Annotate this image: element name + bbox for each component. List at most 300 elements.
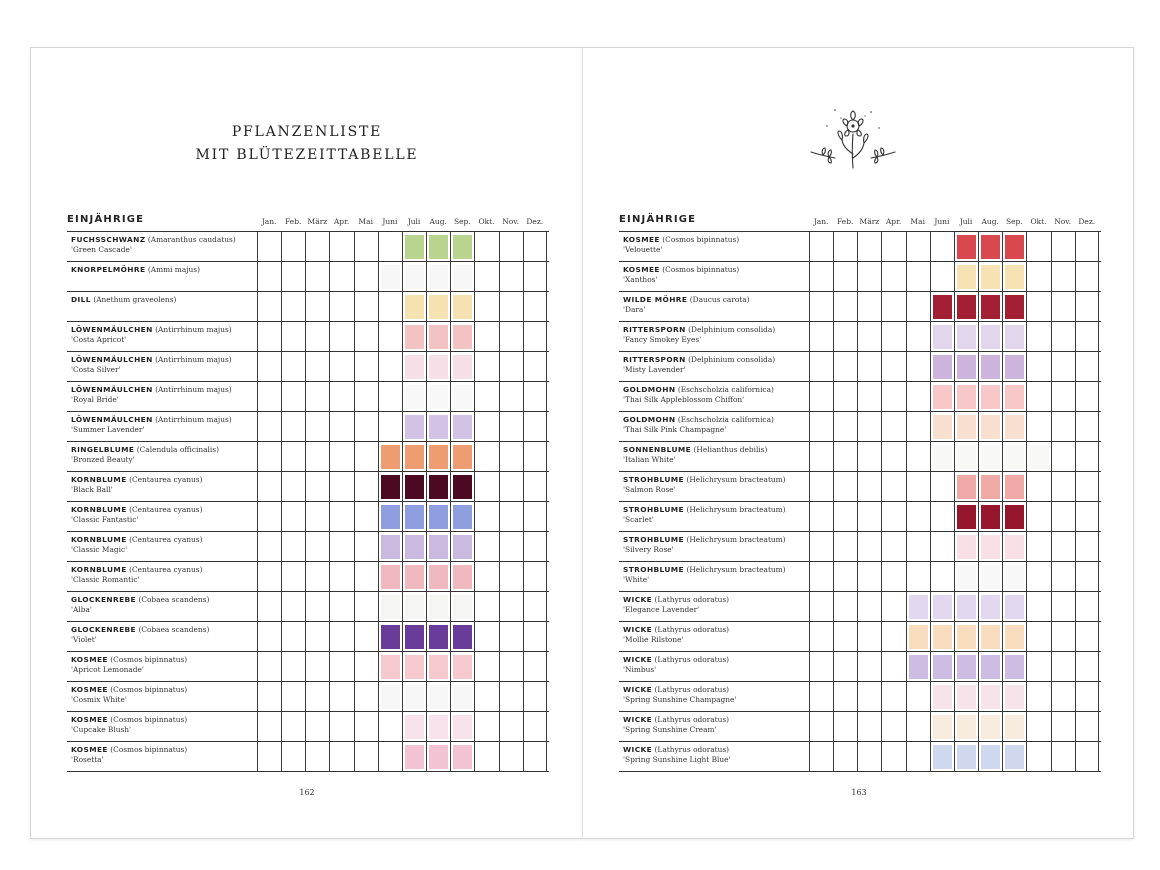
flower-ornament-icon xyxy=(805,106,901,174)
month-cell xyxy=(1002,352,1026,382)
month-cell xyxy=(1075,442,1099,472)
month-cell xyxy=(329,352,353,382)
plant-label xyxy=(71,265,257,275)
month-cell xyxy=(954,502,978,532)
bloom-mark xyxy=(957,355,976,379)
latin-name: (Cobaea scandens) xyxy=(138,625,210,634)
month-cell xyxy=(499,322,523,352)
bloom-mark xyxy=(1005,325,1024,349)
month-cell xyxy=(833,562,857,592)
month-grid xyxy=(257,262,547,292)
month-grid xyxy=(257,292,547,322)
bloom-mark xyxy=(381,625,400,649)
plant-label xyxy=(71,715,257,735)
bloom-mark xyxy=(1005,475,1024,499)
month-cell xyxy=(978,682,1002,712)
month-cell xyxy=(1051,652,1075,682)
month-cell xyxy=(426,622,450,652)
month-cell xyxy=(930,322,954,352)
month-cell xyxy=(281,472,305,502)
month-cell xyxy=(523,352,547,382)
month-cell xyxy=(257,412,281,442)
cultivar-name: 'Costa Apricot' xyxy=(71,335,127,344)
month-cell xyxy=(499,622,523,652)
month-cell xyxy=(954,652,978,682)
plant-label xyxy=(623,655,809,675)
month-cell xyxy=(857,682,881,712)
month-cell xyxy=(857,652,881,682)
bloom-mark xyxy=(1005,685,1024,709)
month-cell xyxy=(1075,352,1099,382)
month-cell xyxy=(857,292,881,322)
month-cell xyxy=(354,232,378,262)
bloom-mark xyxy=(909,595,928,619)
month-cell xyxy=(881,442,905,472)
month-cell xyxy=(881,502,905,532)
plant-label xyxy=(71,415,257,435)
cultivar-name: 'Cupcake Blush' xyxy=(71,725,132,734)
month-cell xyxy=(881,412,905,442)
bloom-mark xyxy=(957,595,976,619)
month-grid xyxy=(257,412,547,442)
month-label: Dez. xyxy=(526,217,544,226)
month-cell xyxy=(474,652,498,682)
month-cell xyxy=(809,262,833,292)
bloom-mark xyxy=(405,655,424,679)
month-cell xyxy=(329,232,353,262)
plant-label xyxy=(623,265,809,285)
plant-label xyxy=(623,685,809,705)
bloom-mark xyxy=(1005,355,1024,379)
bloom-mark xyxy=(933,715,952,739)
month-cell xyxy=(881,652,905,682)
cultivar-name: 'Spring Sunshine Light Blue' xyxy=(623,755,731,764)
month-cell xyxy=(954,382,978,412)
plant-name: KOSMEE xyxy=(71,715,108,724)
cultivar-name: 'White' xyxy=(623,575,650,584)
bloom-mark xyxy=(933,745,952,769)
month-cell xyxy=(978,352,1002,382)
plant-label xyxy=(71,295,257,305)
month-cell xyxy=(354,712,378,742)
month-cell xyxy=(450,592,474,622)
month-cell xyxy=(1075,502,1099,532)
plant-name: LÖWENMÄULCHEN xyxy=(71,415,153,424)
month-cell xyxy=(1075,322,1099,352)
month-cell xyxy=(930,442,954,472)
month-cell xyxy=(1002,292,1026,322)
month-cell xyxy=(1002,652,1026,682)
plant-label xyxy=(623,625,809,645)
bloom-mark xyxy=(453,715,472,739)
month-cell xyxy=(354,622,378,652)
month-cell xyxy=(930,382,954,412)
bloom-mark xyxy=(957,745,976,769)
latin-name: (Antirrhinum majus) xyxy=(155,355,232,364)
month-cell xyxy=(499,712,523,742)
month-cell xyxy=(499,352,523,382)
month-cell xyxy=(1051,742,1075,772)
month-cell xyxy=(378,382,402,412)
month-cell xyxy=(402,532,426,562)
title-line-1: PFLANZENLISTE xyxy=(231,124,383,140)
month-cell xyxy=(281,712,305,742)
month-cell xyxy=(906,382,930,412)
month-cell xyxy=(378,562,402,592)
month-cell xyxy=(857,472,881,502)
month-cell xyxy=(1026,292,1050,322)
bloom-mark xyxy=(405,235,424,259)
cultivar-name: 'Velouette' xyxy=(623,245,663,254)
plant-label xyxy=(71,535,257,555)
month-cell xyxy=(305,352,329,382)
month-cell xyxy=(809,502,833,532)
month-cell xyxy=(354,412,378,442)
month-cell xyxy=(257,562,281,592)
month-cell xyxy=(281,262,305,292)
month-cell xyxy=(257,712,281,742)
month-cell xyxy=(378,532,402,562)
latin-name: (Cosmos bipinnatus) xyxy=(662,265,740,274)
category-heading: EINJÄHRIGE xyxy=(67,214,145,225)
bloom-mark xyxy=(429,685,448,709)
month-cell xyxy=(305,532,329,562)
month-grid xyxy=(809,292,1099,322)
month-cell xyxy=(402,232,426,262)
plant-name: KORNBLUME xyxy=(71,565,127,574)
month-cell xyxy=(930,352,954,382)
month-cell xyxy=(329,682,353,712)
plant-name: WICKE xyxy=(623,655,653,664)
month-grid xyxy=(257,442,547,472)
month-cell xyxy=(809,712,833,742)
month-grid xyxy=(257,592,547,622)
table-row xyxy=(67,682,549,712)
month-cell xyxy=(257,592,281,622)
month-grid xyxy=(257,352,547,382)
month-cell xyxy=(378,622,402,652)
plant-label xyxy=(71,325,257,345)
month-cell xyxy=(833,532,857,562)
month-label: Aug. xyxy=(981,217,999,226)
month-cell xyxy=(499,682,523,712)
month-cell xyxy=(354,532,378,562)
month-cell xyxy=(402,712,426,742)
month-cell xyxy=(257,532,281,562)
month-cell xyxy=(1051,622,1075,652)
month-cell xyxy=(499,412,523,442)
plant-name: KOSMEE xyxy=(623,265,660,274)
table-row xyxy=(619,232,1101,262)
month-cell xyxy=(1026,412,1050,442)
bloom-mark xyxy=(957,685,976,709)
cultivar-name: 'Classic Romantic' xyxy=(71,575,140,584)
plant-label xyxy=(71,235,257,255)
month-cell xyxy=(978,322,1002,352)
month-cell xyxy=(930,652,954,682)
month-cell xyxy=(523,562,547,592)
month-cell xyxy=(906,502,930,532)
plant-label xyxy=(71,655,257,675)
plant-name: KNORPELMÖHRE xyxy=(71,265,146,274)
cultivar-name: 'Mollie Rilstone' xyxy=(623,635,684,644)
bloom-mark xyxy=(405,385,424,409)
month-cell xyxy=(523,712,547,742)
cultivar-name: 'Dara' xyxy=(623,305,646,314)
month-cell xyxy=(329,592,353,622)
latin-name: (Lathyrus odoratus) xyxy=(654,685,730,694)
bloom-mark xyxy=(405,715,424,739)
bloom-mark xyxy=(957,295,976,319)
month-cell xyxy=(426,382,450,412)
month-grid xyxy=(809,652,1099,682)
month-cell xyxy=(857,712,881,742)
month-cell xyxy=(906,322,930,352)
month-cell xyxy=(474,412,498,442)
month-cell xyxy=(1026,472,1050,502)
table-row xyxy=(67,502,549,532)
latin-name: (Centaurea cyanus) xyxy=(129,505,203,514)
month-label: Okt. xyxy=(1030,217,1047,226)
bloom-mark xyxy=(453,325,472,349)
month-cell xyxy=(833,622,857,652)
left-page xyxy=(30,47,582,839)
plant-name: DILL xyxy=(71,295,91,304)
month-cell xyxy=(978,652,1002,682)
plant-name: RINGELBLUME xyxy=(71,445,135,454)
month-grid xyxy=(257,682,547,712)
month-cell xyxy=(1075,262,1099,292)
month-header xyxy=(809,217,1099,231)
table-row xyxy=(619,322,1101,352)
month-cell xyxy=(523,412,547,442)
table-row xyxy=(619,622,1101,652)
month-cell xyxy=(1026,352,1050,382)
month-cell xyxy=(305,262,329,292)
month-cell xyxy=(857,622,881,652)
month-cell xyxy=(257,502,281,532)
month-cell xyxy=(378,682,402,712)
month-cell xyxy=(954,712,978,742)
month-grid xyxy=(257,652,547,682)
month-label: Feb. xyxy=(837,217,854,226)
table-row xyxy=(67,292,549,322)
month-cell xyxy=(857,442,881,472)
month-cell xyxy=(499,472,523,502)
month-cell xyxy=(329,532,353,562)
table-row xyxy=(619,562,1101,592)
month-label: Apr. xyxy=(333,217,350,226)
month-label: Juli xyxy=(959,217,973,226)
month-cell xyxy=(523,652,547,682)
month-cell xyxy=(1075,532,1099,562)
month-cell xyxy=(329,502,353,532)
month-cell xyxy=(906,292,930,322)
plant-label xyxy=(71,625,257,645)
month-cell xyxy=(809,322,833,352)
bloom-mark xyxy=(453,265,472,289)
bloom-mark xyxy=(429,295,448,319)
month-cell xyxy=(426,232,450,262)
bloom-mark xyxy=(381,445,400,469)
bloom-mark xyxy=(405,595,424,619)
month-cell xyxy=(930,232,954,262)
bloom-mark xyxy=(933,655,952,679)
month-cell xyxy=(329,382,353,412)
month-cell xyxy=(1051,232,1075,262)
table-row xyxy=(619,412,1101,442)
month-cell xyxy=(474,592,498,622)
month-cell xyxy=(1002,712,1026,742)
bloom-mark xyxy=(453,505,472,529)
bloom-table-right xyxy=(619,213,1101,772)
cultivar-name: 'Misty Lavender' xyxy=(623,365,686,374)
month-cell xyxy=(833,652,857,682)
month-cell xyxy=(930,292,954,322)
cultivar-name: 'Silvery Rose' xyxy=(623,545,674,554)
month-cell xyxy=(402,292,426,322)
table-row xyxy=(67,442,549,472)
month-cell xyxy=(329,742,353,772)
bloom-mark xyxy=(957,265,976,289)
month-cell xyxy=(1026,442,1050,472)
latin-name: (Ammi majus) xyxy=(147,265,200,274)
table-row xyxy=(619,472,1101,502)
latin-name: (Helichrysum bracteatum) xyxy=(686,505,786,514)
plant-name: KOSMEE xyxy=(623,235,660,244)
month-cell xyxy=(523,682,547,712)
title-line-2: MIT BLÜTEZEITTABELLE xyxy=(195,147,419,163)
month-cell xyxy=(881,562,905,592)
cultivar-name: 'Nimbus' xyxy=(623,665,657,674)
bloom-mark xyxy=(381,475,400,499)
plant-label xyxy=(71,745,257,765)
plant-name: WICKE xyxy=(623,685,653,694)
month-grid xyxy=(809,682,1099,712)
month-cell xyxy=(978,622,1002,652)
bloom-mark xyxy=(429,475,448,499)
month-cell xyxy=(426,442,450,472)
cultivar-name: 'Costa Silver' xyxy=(71,365,121,374)
month-cell xyxy=(906,262,930,292)
bloom-mark xyxy=(933,325,952,349)
month-cell xyxy=(1075,412,1099,442)
bloom-mark xyxy=(381,655,400,679)
plant-name: KORNBLUME xyxy=(71,505,127,514)
month-grid xyxy=(257,502,547,532)
month-cell xyxy=(426,562,450,592)
month-cell xyxy=(523,532,547,562)
month-cell xyxy=(354,352,378,382)
plant-label xyxy=(71,445,257,465)
month-cell xyxy=(978,532,1002,562)
month-cell xyxy=(257,322,281,352)
bloom-mark xyxy=(453,625,472,649)
bloom-mark xyxy=(1005,385,1024,409)
month-cell xyxy=(450,352,474,382)
month-cell xyxy=(378,262,402,292)
bloom-mark xyxy=(429,355,448,379)
plant-name: RITTERSPORN xyxy=(623,325,686,334)
bloom-mark xyxy=(1005,745,1024,769)
month-cell xyxy=(930,682,954,712)
plant-label xyxy=(623,565,809,585)
month-cell xyxy=(809,742,833,772)
month-cell xyxy=(1075,472,1099,502)
month-cell xyxy=(402,472,426,502)
month-cell xyxy=(305,322,329,352)
latin-name: (Eschscholzia californica) xyxy=(677,415,774,424)
plant-name: LÖWENMÄULCHEN xyxy=(71,325,153,334)
month-cell xyxy=(930,502,954,532)
plant-name: KOSMEE xyxy=(71,685,108,694)
bloom-mark xyxy=(981,625,1000,649)
plant-name: KOSMEE xyxy=(71,655,108,664)
table-row xyxy=(67,352,549,382)
month-cell xyxy=(329,412,353,442)
month-cell xyxy=(305,592,329,622)
month-cell xyxy=(809,562,833,592)
month-cell xyxy=(281,652,305,682)
cultivar-name: 'Classic Fantastic' xyxy=(71,515,139,524)
plant-label xyxy=(623,445,809,465)
month-cell xyxy=(354,262,378,292)
month-cell xyxy=(426,502,450,532)
month-cell xyxy=(1002,442,1026,472)
month-cell xyxy=(881,532,905,562)
month-grid xyxy=(809,562,1099,592)
bloom-mark xyxy=(1005,415,1024,439)
bloom-mark xyxy=(429,565,448,589)
bloom-mark xyxy=(453,655,472,679)
month-cell xyxy=(402,502,426,532)
cultivar-name: 'Spring Sunshine Champagne' xyxy=(623,695,737,704)
month-cell xyxy=(257,232,281,262)
month-cell xyxy=(930,742,954,772)
table-row xyxy=(67,742,549,772)
plant-name: GLOCKENREBE xyxy=(71,625,137,634)
bloom-mark xyxy=(405,565,424,589)
month-cell xyxy=(499,232,523,262)
latin-name: (Helichrysum bracteatum) xyxy=(686,475,786,484)
month-cell xyxy=(329,562,353,592)
plant-name: STROHBLUME xyxy=(623,535,685,544)
month-cell xyxy=(378,742,402,772)
month-cell xyxy=(474,712,498,742)
month-cell xyxy=(1075,652,1099,682)
table-row xyxy=(67,592,549,622)
plant-name: LÖWENMÄULCHEN xyxy=(71,355,153,364)
month-cell xyxy=(809,232,833,262)
month-cell xyxy=(978,412,1002,442)
month-cell xyxy=(1051,532,1075,562)
month-cell xyxy=(281,562,305,592)
bloom-mark xyxy=(429,385,448,409)
month-label: Nov. xyxy=(1054,217,1072,226)
month-grid xyxy=(809,232,1099,262)
cultivar-name: 'Royal Bride' xyxy=(71,395,119,404)
month-cell xyxy=(450,652,474,682)
month-cell xyxy=(450,292,474,322)
bloom-mark xyxy=(453,685,472,709)
plant-name: WICKE xyxy=(623,595,653,604)
month-cell xyxy=(450,232,474,262)
month-cell xyxy=(354,682,378,712)
month-label: Juni xyxy=(382,217,398,226)
month-cell xyxy=(450,562,474,592)
month-cell xyxy=(1075,232,1099,262)
month-cell xyxy=(809,652,833,682)
